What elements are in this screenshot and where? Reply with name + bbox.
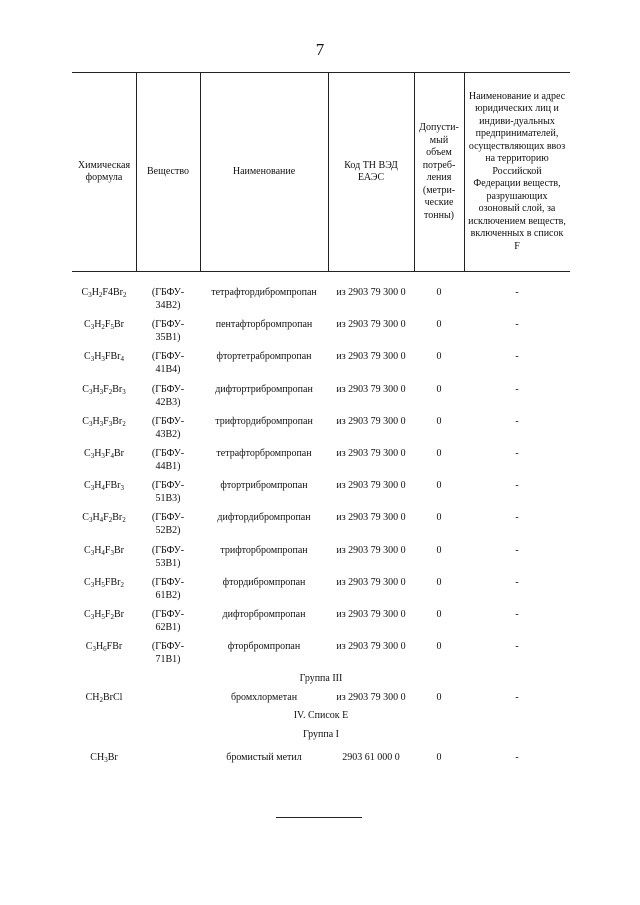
formula-part: C bbox=[84, 576, 91, 588]
formula-part: Br bbox=[113, 609, 124, 620]
formula-cell bbox=[72, 447, 136, 460]
formula-cell bbox=[72, 544, 136, 557]
formula-part: CH bbox=[90, 752, 105, 763]
code-cell: из 2903 79 300 0 bbox=[336, 512, 406, 524]
substance-cell bbox=[136, 608, 200, 634]
formula-part: 2 bbox=[98, 291, 103, 299]
formula-part: 2 bbox=[122, 516, 126, 525]
substance-line: (ГБФУ- bbox=[151, 415, 185, 427]
formula-part: F bbox=[103, 512, 109, 524]
name-cell: дифторбромпропан bbox=[222, 609, 306, 620]
substance-line: 71В1) bbox=[155, 654, 181, 666]
formula-cell bbox=[72, 608, 136, 621]
formula-part: 3 bbox=[104, 756, 108, 764]
formula-part: H bbox=[94, 351, 102, 363]
formula-part: C bbox=[84, 480, 91, 492]
substance-line: 62В1) bbox=[155, 622, 181, 633]
formula-part: F bbox=[104, 609, 111, 620]
code-cell: из 2903 79 300 0 bbox=[336, 576, 406, 588]
name-cell: трифторбромпропан bbox=[220, 544, 308, 556]
formula-part: CH bbox=[85, 692, 100, 703]
substance-cell bbox=[136, 447, 200, 473]
formula-part: FBr bbox=[104, 576, 121, 588]
amount-cell: 0 bbox=[436, 319, 442, 331]
formula-part: 5 bbox=[101, 580, 105, 589]
formula-part: H bbox=[91, 287, 99, 298]
formula-part: C bbox=[85, 641, 93, 653]
formula-part: Br bbox=[113, 448, 124, 459]
formula-part: 3 bbox=[101, 355, 105, 364]
formula-part: 3 bbox=[108, 419, 113, 428]
formula-part: F bbox=[103, 383, 109, 395]
substance-cell bbox=[136, 318, 200, 344]
formula-cell bbox=[72, 286, 136, 299]
amount-cell: 0 bbox=[436, 512, 442, 524]
formula-part: H bbox=[94, 319, 102, 331]
formula-cell bbox=[72, 511, 136, 524]
name-cell: бромхлорметан bbox=[230, 692, 298, 703]
group-title: Группа III bbox=[299, 673, 343, 684]
formula-part: 3 bbox=[90, 323, 95, 332]
header-name: Наименование bbox=[232, 165, 296, 177]
formula-part: C bbox=[84, 448, 91, 459]
formula-part: Br bbox=[112, 512, 123, 524]
formula-part: H bbox=[94, 480, 102, 492]
org-cell: - bbox=[515, 752, 519, 763]
name-cell: пентафторбромпропан bbox=[215, 319, 313, 331]
formula-part: 3 bbox=[99, 387, 104, 396]
amount-cell: 0 bbox=[436, 544, 442, 556]
formula-part: 3 bbox=[101, 452, 105, 460]
formula-part: 3 bbox=[88, 419, 93, 428]
formula-cell bbox=[72, 318, 136, 331]
header-org: Наименование и адрес юридических лиц и индиви-дуальных предпринимателей, осуществляющих ввоз на территорию Российской Федерации веществ, разрушающих озоновый слой, за исключением веществ, включенных в список F bbox=[468, 90, 566, 252]
formula-part: 3 bbox=[90, 580, 95, 589]
code-cell: из 2903 79 300 0 bbox=[336, 448, 406, 459]
formula-part: BrCl bbox=[102, 692, 123, 703]
formula-part: C bbox=[84, 351, 91, 363]
formula-part: 2 bbox=[108, 516, 113, 525]
header-formula: Химическая формула bbox=[77, 159, 131, 183]
formula-part: Br bbox=[112, 383, 123, 395]
formula-part: F bbox=[104, 319, 111, 331]
code-cell: из 2903 79 300 0 bbox=[336, 383, 406, 395]
amount-cell: 0 bbox=[436, 351, 442, 363]
formula-part: 4 bbox=[110, 452, 114, 460]
formula-part: FBr bbox=[104, 351, 121, 363]
substance-line: 53В1) bbox=[155, 557, 181, 569]
formula-part: 3 bbox=[88, 387, 93, 396]
formula-part: Br bbox=[107, 752, 118, 763]
formula-cell bbox=[72, 691, 136, 704]
formula-part: 3 bbox=[110, 548, 114, 557]
formula-part: F4Br bbox=[102, 287, 123, 298]
amount-cell: 0 bbox=[436, 576, 442, 588]
formula-part: H bbox=[95, 641, 104, 653]
name-cell: трифтордибромпропан bbox=[215, 415, 313, 427]
substance-cell bbox=[136, 350, 200, 376]
formula-part: C bbox=[82, 512, 89, 524]
formula-cell bbox=[72, 350, 136, 363]
amount-cell: 0 bbox=[436, 641, 442, 653]
formula-part: 2 bbox=[99, 696, 103, 704]
substance-cell bbox=[136, 511, 200, 537]
group-title: Группа I bbox=[303, 729, 339, 740]
substance-line: 35В1) bbox=[155, 332, 181, 344]
formula-part: H bbox=[94, 448, 102, 459]
formula-part: 3 bbox=[90, 484, 95, 493]
formula-part: 3 bbox=[90, 613, 95, 621]
table-header bbox=[72, 72, 570, 272]
formula-part: 3 bbox=[92, 645, 96, 654]
header-divider bbox=[414, 73, 415, 271]
formula-part: 5 bbox=[110, 323, 114, 332]
org-cell: - bbox=[515, 480, 519, 492]
formula-part: 4 bbox=[99, 516, 104, 525]
substance-line: (ГБФУ- bbox=[151, 480, 185, 492]
substance-cell bbox=[136, 415, 200, 441]
amount-cell: 0 bbox=[436, 415, 442, 427]
code-cell: из 2903 79 300 0 bbox=[336, 319, 406, 331]
formula-part: C bbox=[84, 319, 91, 331]
formula-part: 2 bbox=[101, 323, 105, 332]
org-cell: - bbox=[515, 415, 519, 427]
formula-part: 5 bbox=[101, 613, 105, 621]
substance-line: 34В2) bbox=[155, 300, 181, 311]
substance-line: 44В1) bbox=[155, 461, 181, 472]
substance-cell bbox=[136, 640, 200, 666]
list-title: IV. Список E bbox=[293, 710, 349, 721]
formula-part: 2 bbox=[108, 387, 113, 396]
substance-cell bbox=[136, 544, 200, 570]
org-cell: - bbox=[515, 609, 519, 620]
org-cell: - bbox=[515, 287, 519, 298]
code-cell: из 2903 79 300 0 bbox=[336, 351, 406, 363]
code-cell: из 2903 79 300 0 bbox=[336, 287, 406, 298]
code-cell: из 2903 79 300 0 bbox=[336, 692, 406, 703]
formula-part: 3 bbox=[120, 484, 124, 493]
code-cell: из 2903 79 300 0 bbox=[336, 480, 406, 492]
formula-cell bbox=[72, 415, 136, 428]
code-cell: из 2903 79 300 0 bbox=[336, 415, 406, 427]
formula-part: H bbox=[92, 415, 100, 427]
name-cell: фтортетрабромпропан bbox=[216, 351, 312, 363]
formula-part: 3 bbox=[90, 355, 95, 364]
formula-part: C bbox=[82, 415, 89, 427]
org-cell: - bbox=[515, 319, 519, 331]
formula-part: H bbox=[94, 544, 102, 556]
formula-part: F bbox=[104, 448, 111, 459]
substance-line: (ГБФУ- bbox=[151, 319, 185, 331]
footer-rule bbox=[276, 817, 362, 818]
formula-part: 3 bbox=[122, 387, 126, 396]
code-cell: из 2903 79 300 0 bbox=[336, 544, 406, 556]
name-cell: дифтордибромпропан bbox=[217, 512, 311, 524]
formula-cell bbox=[72, 383, 136, 396]
substance-line: 41В4) bbox=[155, 364, 181, 376]
amount-cell: 0 bbox=[436, 692, 442, 703]
org-cell: - bbox=[515, 576, 519, 588]
substances-table bbox=[72, 72, 570, 764]
header-divider bbox=[464, 73, 465, 271]
amount-cell: 0 bbox=[436, 752, 442, 763]
formula-part: FBr bbox=[104, 480, 121, 492]
formula-part: 6 bbox=[103, 645, 107, 654]
substance-line: (ГБФУ- bbox=[151, 351, 185, 363]
amount-cell: 0 bbox=[436, 448, 442, 459]
code-cell: 2903 61 000 0 bbox=[342, 752, 400, 763]
formula-part: C bbox=[82, 383, 89, 395]
substance-line: (ГБФУ- bbox=[151, 383, 185, 395]
amount-cell: 0 bbox=[436, 609, 442, 620]
formula-part: 4 bbox=[120, 355, 124, 364]
formula-part: Br bbox=[112, 415, 123, 427]
org-cell: - bbox=[515, 692, 519, 703]
formula-part: H bbox=[94, 576, 102, 588]
formula-part: 3 bbox=[90, 452, 95, 460]
formula-part: F bbox=[104, 544, 111, 556]
substance-line: (ГБФУ- bbox=[151, 641, 185, 653]
substance-line: 61В2) bbox=[155, 589, 181, 601]
formula-part: 4 bbox=[101, 548, 105, 557]
header-substance: Вещество bbox=[147, 165, 189, 177]
formula-part: FBr bbox=[106, 641, 123, 653]
substance-line: (ГБФУ- bbox=[151, 544, 185, 556]
formula-part: C bbox=[84, 544, 91, 556]
code-cell: из 2903 79 300 0 bbox=[336, 641, 406, 653]
header-divider bbox=[328, 73, 329, 271]
org-cell: - bbox=[515, 641, 519, 653]
formula-part: C bbox=[81, 287, 89, 298]
formula-part: 3 bbox=[88, 516, 93, 525]
header-code: Код ТН ВЭД ЕАЭС bbox=[344, 159, 398, 183]
formula-part: 2 bbox=[110, 613, 114, 621]
substance-cell bbox=[136, 576, 200, 602]
name-cell: тетрафтордибромпропан bbox=[211, 287, 317, 298]
formula-cell bbox=[72, 751, 136, 764]
substance-line: (ГБФУ- bbox=[151, 512, 185, 524]
code-cell: из 2903 79 300 0 bbox=[336, 609, 406, 620]
header-divider bbox=[200, 73, 201, 271]
amount-cell: 0 bbox=[436, 480, 442, 492]
formula-part: H bbox=[94, 609, 102, 620]
org-cell: - bbox=[515, 512, 519, 524]
org-cell: - bbox=[515, 351, 519, 363]
formula-part: H bbox=[92, 383, 100, 395]
substance-line: 52В2) bbox=[155, 525, 181, 537]
substance-line: 51В3) bbox=[155, 493, 181, 505]
formula-part: 2 bbox=[122, 291, 127, 299]
substance-cell bbox=[136, 286, 200, 312]
substance-line: 42В3) bbox=[155, 396, 181, 408]
org-cell: - bbox=[515, 544, 519, 556]
formula-cell bbox=[72, 640, 136, 653]
formula-part: H bbox=[92, 512, 100, 524]
formula-part: F bbox=[103, 415, 109, 427]
substance-line: 43В2) bbox=[155, 428, 181, 440]
substance-line: (ГБФУ- bbox=[151, 576, 185, 588]
formula-part: 3 bbox=[88, 291, 92, 299]
formula-part: 3 bbox=[99, 419, 104, 428]
formula-part: Br bbox=[113, 319, 124, 331]
formula-part: 4 bbox=[101, 484, 105, 493]
formula-part: 2 bbox=[120, 580, 124, 589]
formula-cell bbox=[72, 479, 136, 492]
formula-part: 2 bbox=[122, 419, 126, 428]
formula-part: 3 bbox=[90, 548, 95, 557]
name-cell: дифтортрибромпропан bbox=[215, 383, 313, 395]
name-cell: фторбромпропан bbox=[227, 641, 301, 653]
formula-cell bbox=[72, 576, 136, 589]
formula-part: Br bbox=[113, 544, 124, 556]
name-cell: фтортрибромпропан bbox=[220, 480, 308, 492]
org-cell: - bbox=[515, 383, 519, 395]
amount-cell: 0 bbox=[436, 287, 442, 298]
name-cell: бромистый метил bbox=[226, 752, 302, 763]
substance-line: (ГБФУ- bbox=[151, 448, 185, 459]
substance-cell bbox=[136, 383, 200, 409]
page-number: 7 bbox=[315, 40, 325, 59]
substance-line: (ГБФУ- bbox=[151, 287, 185, 298]
header-amount: Допусти-мый объем потреб-ления (метри-ческие тонны) bbox=[419, 122, 459, 221]
amount-cell: 0 bbox=[436, 383, 442, 395]
header-divider bbox=[136, 73, 137, 271]
name-cell: тетрафторбромпропан bbox=[216, 448, 312, 459]
substance-cell bbox=[136, 479, 200, 505]
name-cell: фтордибромпропан bbox=[222, 576, 306, 588]
formula-part: C bbox=[84, 609, 91, 620]
org-cell: - bbox=[515, 448, 519, 459]
substance-line: (ГБФУ- bbox=[151, 609, 185, 620]
